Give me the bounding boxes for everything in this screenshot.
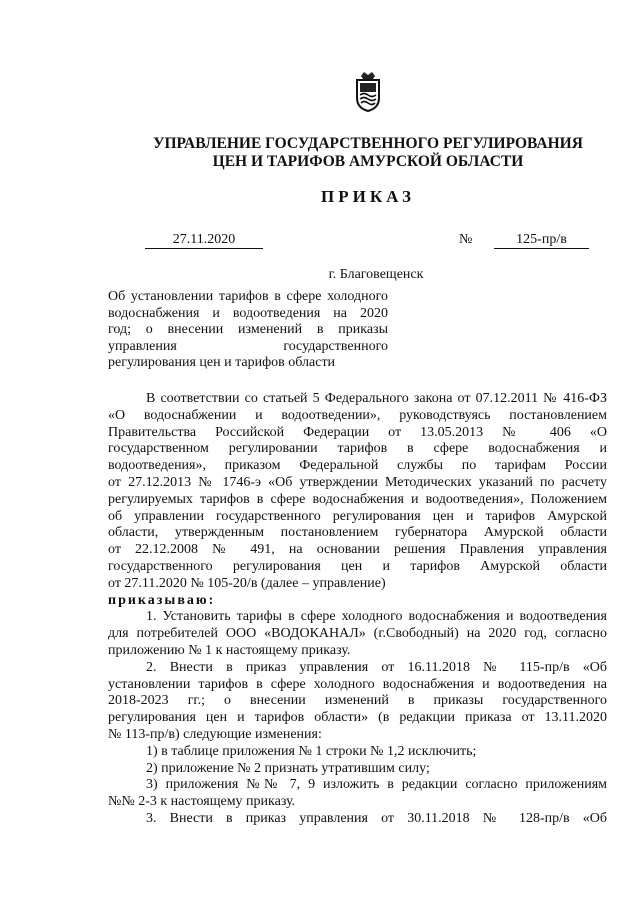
order-number: 125-пр/в	[494, 231, 589, 249]
order-body	[108, 391, 607, 828]
body-line: государственного регулирования цен и тарифов Амурской области	[108, 558, 607, 574]
body-line: Правительства Российской Федерации от 13.05.2013 № 406 «О	[108, 424, 607, 440]
body-line: №№ 2-3 к настоящему приказу.	[108, 794, 296, 810]
agency-name-line2: ЦЕН И ТАРИФОВ АМУРСКОЙ ОБЛАСТИ	[212, 153, 524, 170]
order-subject	[108, 289, 388, 372]
body-line: установлении тарифов в сфере холодного водоснабжения и водоотведения на	[108, 676, 607, 692]
body-line: от 27.12.2013 № 1746-э «Об утверждении Методических указаний по расчету	[108, 474, 607, 490]
body-line: регулирования цен и тарифов области» (в редакции приказа от 13.11.2020	[108, 710, 607, 726]
subject-line: управления государственного	[108, 338, 388, 354]
document-title: ПРИКАЗ	[321, 187, 415, 206]
body-line: 3. Внести в приказ управления от 30.11.2018 № 128-пр/в «Об	[146, 810, 607, 826]
body-line: 3) приложения №№ 7, 9 изложить в редакции согласно приложениям	[146, 777, 607, 793]
body-line: об управлении государственного регулирования цен и тарифов Амурской	[108, 508, 607, 524]
body-line: В соответствии со статьей 5 Федерального закона от 07.12.2011 № 416-ФЗ	[146, 391, 607, 406]
city: г. Благовещенск	[328, 267, 424, 282]
body-line: 1. Установить тарифы в сфере холодного водоснабжения и водоотведения	[146, 609, 607, 625]
order-date: 27.11.2020	[145, 231, 263, 249]
body-line: водоотведения», приказом Федеральной службы по тарифам России	[108, 458, 607, 474]
body-line: приказываю:	[108, 592, 216, 608]
body-line: приложению № 1 к настоящему приказу.	[108, 642, 351, 658]
body-line: «О водоснабжении и водоотведении», руководствуясь постановлением	[108, 407, 607, 423]
subject-line: год; о внесении изменений в приказы	[108, 322, 388, 338]
body-line: от 22.12.2008 № 491, на основании решения Правления управления	[108, 542, 607, 558]
body-line: 2) приложение № 2 признать утратившим силу;	[146, 760, 430, 776]
number-sign: №	[459, 232, 473, 247]
coat-of-arms-icon	[353, 70, 383, 112]
body-line: от 27.11.2020 № 105-20/в (далее – управление)	[108, 575, 386, 591]
subject-line: Об установлении тарифов в сфере холодного	[108, 289, 388, 304]
body-line: регулируемых тарифов в сфере водоснабжения и водоотведения», Положением	[108, 491, 607, 507]
body-line: 2. Внести в приказ управления от 16.11.2018 № 115-пр/в «Об	[146, 659, 607, 675]
subject-line: водоснабжения и водоотведения на 2020	[108, 305, 388, 321]
body-line: 1) в таблице приложения № 1 строки № 1,2 исключить;	[146, 743, 477, 759]
body-line: 2018-2023 гг.; о внесении изменений в приказы государственного	[108, 693, 607, 709]
body-line: № 113-пр/в) следующие изменения:	[108, 726, 322, 742]
body-line: области, утвержденным постановлением губернатора Амурской области	[108, 525, 607, 541]
subject-line: регулирования цен и тарифов области	[108, 355, 336, 371]
body-line: государственном регулировании тарифов в сфере водоснабжения и	[108, 441, 607, 457]
body-line: для потребителей ООО «ВОДОКАНАЛ» (г.Свободный) на 2020 год, согласно	[108, 626, 607, 642]
agency-name-line1: УПРАВЛЕНИЕ ГОСУДАРСТВЕННОГО РЕГУЛИРОВАНИЯ	[153, 135, 583, 152]
